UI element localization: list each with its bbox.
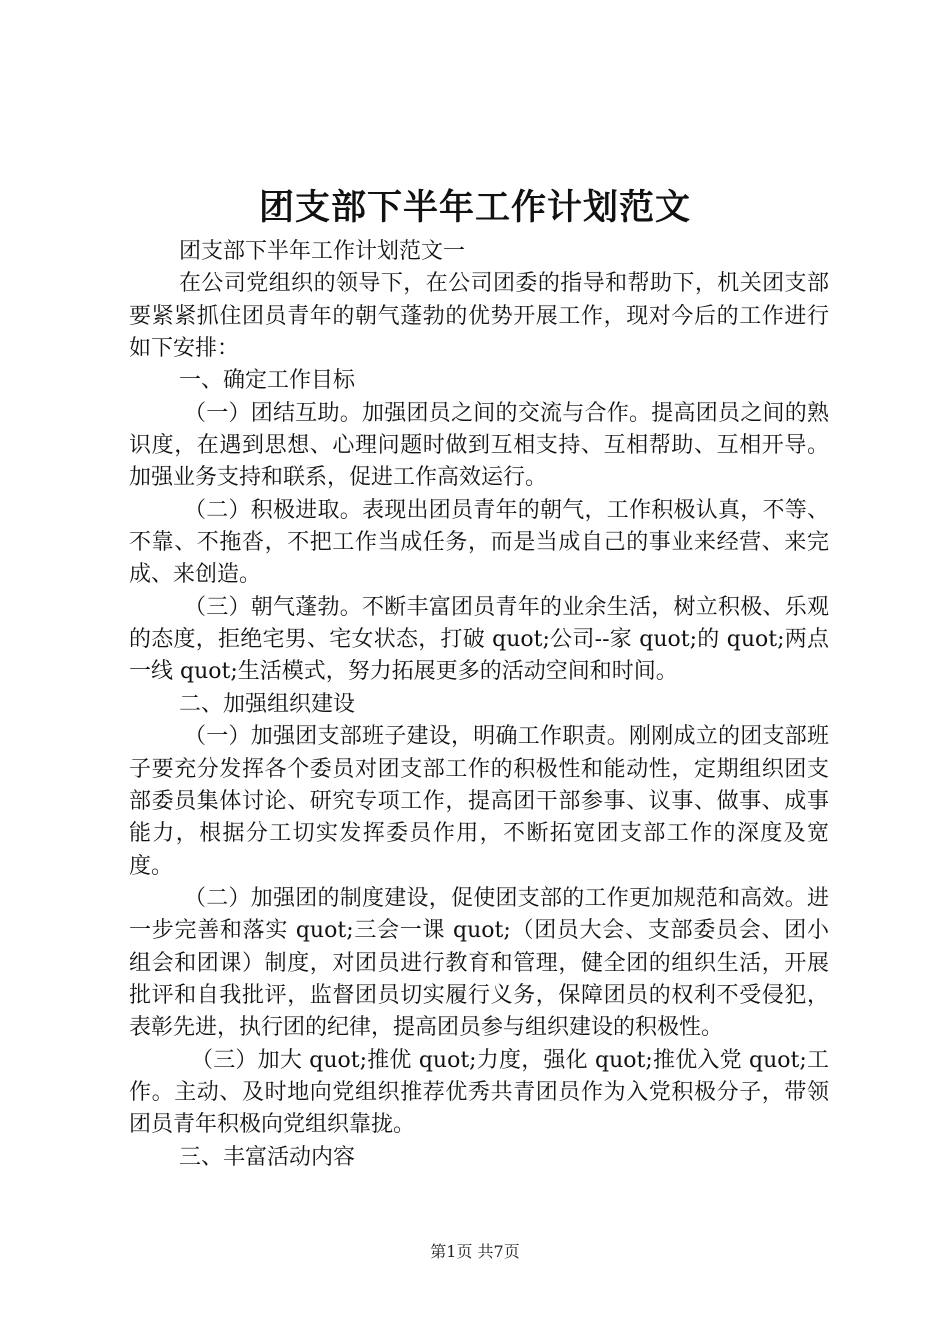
section-heading-3: 三、丰富活动内容 bbox=[179, 1144, 356, 1170]
intro-paragraph: 在公司党组织的领导下，在公司团委的指导和帮助下，机关团支部要紧紧抓住团员青年的朝气蓬勃的优势开展工作，现对今后的工作进行如下安排： bbox=[129, 271, 829, 362]
document-body bbox=[129, 236, 829, 1174]
section-2-item-3: （三）加大 quot;推优 quot;力度，强化 quot;推优入党 quot;工作。主动、及时地向党组织推荐优秀共青团员作为入党积极分子，带领团员青年积极向党组织靠拢。 bbox=[129, 1047, 829, 1138]
section-2-item-2: （二）加强团的制度建设，促使团支部的工作更加规范和高效。进一步完善和落实 quot;三会一课 quot;（团员大会、支部委员会、团小组会和团课）制度，对团员进行教育和管理，健全团的组织生活，开展批评和自我批评，监督团员切实履行义务，保障团员的权利不受侵犯，表彰先进，执行团的纪律，提高团员参与组织建设的积极性。 bbox=[129, 885, 829, 1041]
document-title: 团支部下半年工作计划范文 bbox=[258, 187, 691, 228]
section-1-item-3: （三）朝气蓬勃。不断丰富团员青年的业余生活，树立积极、乐观的态度，拒绝宅男、宅女状态，打破 quot;公司--家 quot;的 quot;两点一线 quot;生活模式，努力拓展更多的活动空间和时间。 bbox=[129, 594, 829, 685]
section-heading-1: 一、确定工作目标 bbox=[179, 368, 356, 394]
section-1-item-1: （一）团结互助。加强团员之间的交流与合作。提高团员之间的熟识度，在遇到思想、心理问题时做到互相支持、互相帮助、互相开导。加强业务支持和联系，促进工作高效运行。 bbox=[129, 400, 829, 491]
section-1-item-2: （二）积极进取。表现出团员青年的朝气，工作积极认真，不等、不靠、不拖沓，不把工作当成任务，而是当成自己的事业来经营、来完成、来创造。 bbox=[129, 497, 829, 588]
section-2-item-1: （一）加强团支部班子建设，明确工作职责。刚刚成立的团支部班子要充分发挥各个委员对团支部工作的积极性和能动性，定期组织团支部委员集体讨论、研究专项工作，提高团干部参事、议事、做事、成事能力，根据分工切实发挥委员作用，不断拓宽团支部工作的深度及宽度。 bbox=[129, 724, 829, 879]
page-number-footer: 第1页 共7页 bbox=[430, 1242, 520, 1261]
subtitle-paragraph: 团支部下半年工作计划范文一 bbox=[179, 239, 466, 264]
section-heading-2: 二、加强组织建设 bbox=[179, 691, 356, 717]
